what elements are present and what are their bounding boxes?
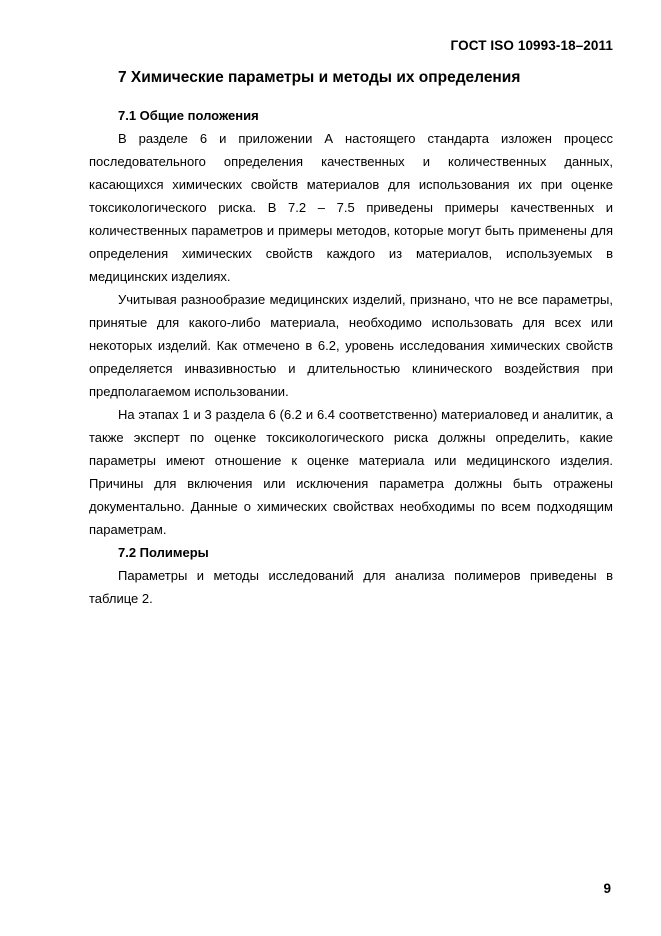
page-number: 9 [603, 881, 611, 896]
subsection-heading: 7.2 Полимеры [118, 545, 209, 560]
paragraph: На этапах 1 и 3 раздела 6 (6.2 и 6.4 соответственно) материаловед и аналитик, а также эксперт по оценке токсикологического риска должны определить, какие параметры имеют отношение к оценке материала или медицинского изделия. Причины для включения или исключения параметра должны быть отражены документально. Данные о химических свойствах необходимы по всем подходящим параметрам. [89, 407, 613, 538]
paragraph: Учитывая разнообразие медицинских изделий, признано, что не все параметры, принятые для какого-либо материала, необходимо использовать для всех или некоторых изделий. Как отмечено в 6.2, уровень исследования химических свойств определяется инвазивностью и длительностью клинического воздействия при предполагаемом использовании. [89, 292, 613, 400]
paragraph: Параметры и методы исследований для анализа полимеров приведены в таблице 2. [89, 568, 613, 607]
paragraph: В разделе 6 и приложении А настоящего стандарта изложен процесс последовательного определения качественных и количественных данных, касающихся химических свойств материалов для использования их при оценке токсикологического риска. В 7.2 – 7.5 приведены примеры качественных и количественных параметров и примеры методов, которые могут быть применены для определения химических свойств каждого из материалов, используемых в медицинских изделиях. [89, 131, 613, 285]
subsection-general-provisions [89, 104, 613, 541]
subsection-polymers [89, 541, 613, 610]
section-title: 7 Химические параметры и методы их определения [118, 69, 521, 86]
subsection-heading: 7.1 Общие положения [118, 108, 259, 123]
document-code-header: ГОСТ ISO 10993-18–2011 [450, 38, 613, 53]
